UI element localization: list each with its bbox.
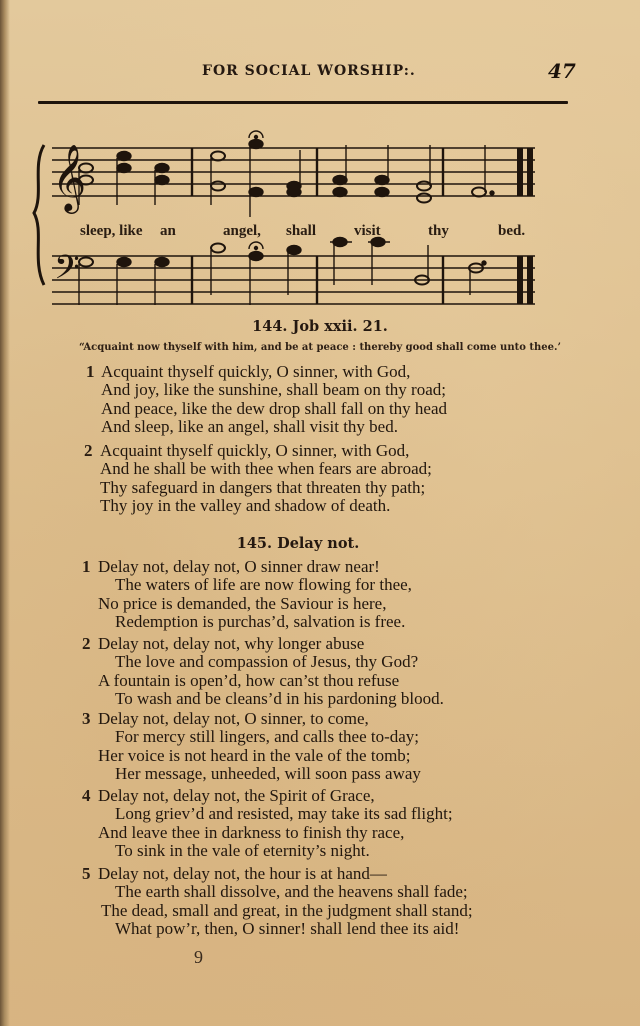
hymn-144-title: 144. Job xxii. 21.: [252, 318, 388, 335]
music-score: [30, 125, 590, 305]
verse-number: 4: [82, 786, 91, 805]
verse-line: Her message, unheeded, will soon pass away: [115, 764, 421, 783]
signature-mark: 9: [194, 947, 203, 967]
verse-line: The earth shall dissolve, and the heavens shall fade;: [115, 882, 468, 901]
verse-line: Thy joy in the valley and shadow of death.: [100, 496, 391, 515]
music-lyrics: [30, 215, 590, 239]
verse-line: To wash and be cleans’d in his pardoning blood.: [115, 689, 444, 708]
page-number: 47: [548, 59, 576, 83]
verse-line: Redemption is purchas’d, salvation is free.: [115, 612, 406, 631]
verse-line: And he shall be with thee when fears are abroad;: [100, 459, 432, 478]
verse-line: Acquaint thyself quickly, O sinner, with God,: [101, 362, 411, 381]
verse-line: The waters of life are now flowing for thee,: [115, 575, 412, 594]
verse-line: Delay not, delay not, O sinner draw near!: [98, 557, 380, 576]
hymn-145-title: 145. Delay not.: [236, 535, 360, 552]
verse-line: Her voice is not heard in the vale of the tomb;: [98, 746, 411, 765]
verse-line: Delay not, delay not, why longer abuse: [98, 634, 365, 653]
lyric-word: visit: [354, 223, 381, 239]
verse-line: And joy, like the sunshine, shall beam on thy road;: [101, 380, 446, 399]
verse-line: Delay not, delay not, O sinner, to come,: [98, 709, 369, 728]
verse-number: 3: [82, 709, 91, 728]
verse-line: Long griev’d and resisted, may take its sad flight;: [115, 804, 453, 823]
lyric-word: an: [160, 223, 176, 239]
verse-number: 2: [82, 634, 91, 653]
verse-line: Acquaint thyself quickly, O sinner, with God,: [100, 441, 410, 460]
hymn-144-epigraph: “Acquaint now thyself with him, and be at peace : thereby good shall come unto thee.’: [79, 342, 561, 353]
verse-line: No price is demanded, the Saviour is here,: [98, 594, 387, 613]
verse-line: To sink in the vale of eternity’s night.: [115, 841, 370, 860]
header-rule: [38, 101, 568, 104]
verse-number: 5: [82, 864, 91, 883]
verse-line: For mercy still lingers, and calls thee to-day;: [115, 727, 420, 746]
verse-line: Delay not, delay not, the hour is at hand—: [98, 864, 387, 883]
verse-line: Thy safeguard in dangers that threaten thy path;: [100, 478, 426, 497]
bass-clef-icon: 𝄢: [54, 249, 80, 295]
lyric-word: thy: [428, 223, 449, 239]
verse-number: 1: [86, 362, 95, 381]
running-head: [0, 59, 640, 87]
verse-line: Delay not, delay not, the Spirit of Grace,: [98, 786, 375, 805]
running-title: FOR SOCIAL WORSHIP:.: [202, 63, 416, 79]
verse-number: 2: [84, 441, 93, 460]
lyric-word: sleep, like: [80, 223, 143, 239]
verse-line: And leave thee in darkness to finish thy race,: [98, 823, 405, 842]
verse-line: The love and compassion of Jesus, thy God?: [115, 652, 419, 671]
lyric-word: angel,: [223, 223, 261, 239]
verse-line: And peace, like the dew drop shall fall on thy head: [101, 399, 448, 418]
page-binding-edge: [0, 0, 10, 1026]
treble-clef-icon: 𝄞: [52, 143, 87, 211]
verse-line: And sleep, like an angel, shall visit thy bed.: [101, 417, 398, 436]
lyric-word: shall: [286, 223, 317, 239]
verse-line: A fountain is open’d, how can’st thou refuse: [98, 671, 400, 690]
lyric-word: bed.: [498, 223, 526, 239]
verse-line: The dead, small and great, in the judgment shall stand;: [101, 901, 473, 920]
verse-line: What pow’r, then, O sinner! shall lend thee its aid!: [115, 919, 460, 938]
verse-number: 1: [82, 557, 91, 576]
